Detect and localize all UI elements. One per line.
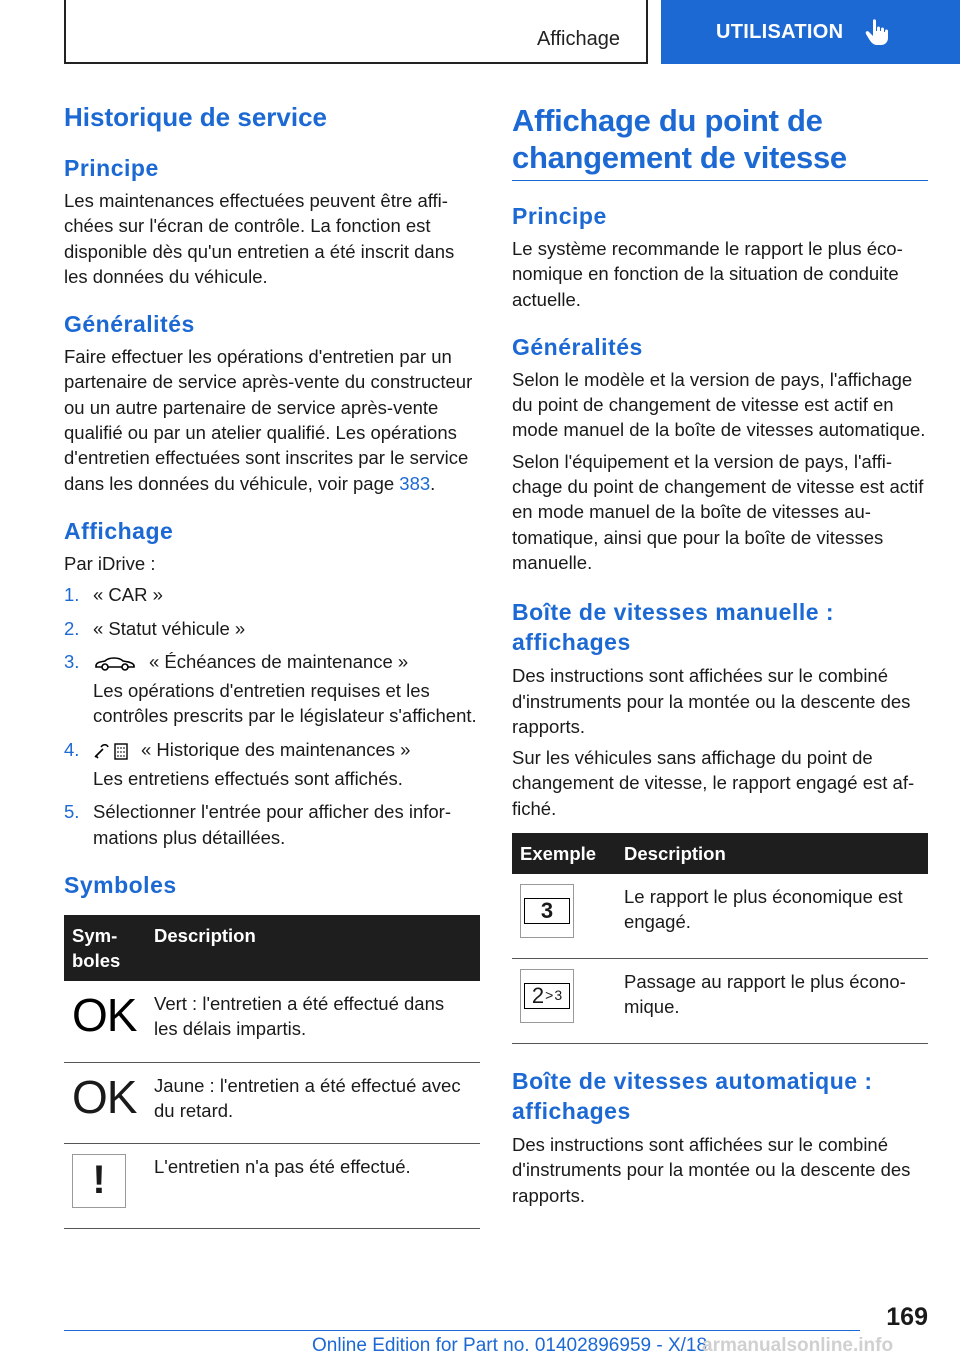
gear-3-icon: 3	[520, 884, 574, 938]
ok-yellow-symbol: OK	[72, 1070, 137, 1123]
right-column	[512, 96, 928, 1214]
subheading-principe: Principe	[64, 155, 159, 181]
car-service-icon	[93, 654, 137, 672]
section-heading-historique: Historique de service	[64, 102, 327, 132]
col-header-description: Description	[146, 915, 480, 981]
col-header-symbols: Symboles	[64, 915, 146, 981]
col-header-exemple: Exemple	[512, 833, 616, 874]
subheading-automatique: Boîte de vitesses automatique : affichages	[512, 1068, 873, 1125]
subheading-generalites: Généralités	[64, 311, 195, 338]
subheading-manuelle: Boîte de vitesses manuelle : affichages	[512, 599, 835, 656]
table-row: OK Jaune : l'entretien a été effectué avec du retard.	[64, 1062, 480, 1144]
table-row: 2 > 3 Passage au rapport le plus économique.	[512, 959, 928, 1044]
left-column	[64, 96, 480, 1229]
section-heading-changement: Affichage du point de changement de vitesse	[512, 102, 928, 181]
paragraph-automatique: Des instructions sont affichées sur le combiné d'instruments pour la montée ou la descente des rapports.	[512, 1134, 911, 1206]
subheading-symboles: Symboles	[64, 871, 177, 898]
list-item: 1. « CAR »	[64, 584, 163, 606]
service-history-icon	[93, 741, 129, 761]
paragraph-principe-r: Le système recommande le rapport le plus économique en fonction de la situation de conduite actuelle.	[512, 238, 903, 310]
page-number: 169	[886, 1303, 928, 1331]
section-title: Affichage	[536, 28, 620, 50]
ok-green-symbol: OK	[72, 988, 137, 1041]
paragraph-manuelle-2: Sur les véhicules sans affichage du point de changement de vitesse, le rapport engagé est affiché.	[512, 747, 915, 819]
subheading-generalites-r: Généralités	[512, 333, 643, 360]
paragraph-generalites-2: Selon l'équipement et la version de pays, l'affichage du point de changement de vitesse est actif en mode manuel de la boîte de vitesses automatique, ainsi que pour la boîte de vitesses manuelle.	[512, 450, 924, 573]
symbols-table	[64, 915, 480, 1229]
paragraph-principe: Les maintenances effectuées peuvent être affichées sur l'écran de contrôle. La fonction est disponible dès qu'un entretien a été inscrit dans les données du véhicule.	[64, 190, 455, 287]
list-item: 3. « Échéances de maintenance » Les opérations d'entretien requises et les contrôles prescrits par le législateur s'affichent.	[64, 650, 477, 727]
table-header-row	[64, 915, 480, 981]
subheading-principe-r: Principe	[512, 203, 607, 229]
gear-shift-up-icon: 2 > 3	[520, 969, 574, 1023]
col-header-description: Description	[616, 833, 928, 874]
exclamation-icon: !	[72, 1154, 126, 1208]
pointing-hand-icon	[865, 18, 891, 46]
table-row: ! L'entretien n'a pas été effectué.	[64, 1144, 480, 1229]
list-item: 5. Sélectionner l'entrée pour afficher des informations plus détaillées.	[64, 801, 451, 848]
watermark: armanualsonline.info	[702, 1335, 894, 1356]
header-section-box	[64, 0, 648, 64]
list-item: 2. « Statut véhicule »	[64, 617, 246, 639]
affichage-intro: Par iDrive :	[64, 552, 156, 574]
gear-table	[512, 833, 928, 1044]
table-header-row	[512, 833, 928, 874]
page-link[interactable]: 383	[399, 472, 431, 494]
subheading-affichage: Affichage	[64, 517, 174, 544]
chapter-tab	[661, 0, 960, 64]
chapter-title: UTILISATION	[716, 20, 844, 43]
table-row: OK Vert : l'entretien a été effectué dans les délais impartis.	[64, 981, 480, 1062]
list-item: 4. « Historique des maintenances » Les entretiens effectués sont affichés.	[64, 738, 411, 790]
paragraph-generalites-1: Selon le modèle et la version de pays, l'affichage du point de changement de vitesse est actif en mode manuel de la boîte de vitesses automatique.	[512, 368, 926, 441]
table-row: 3 Le rapport le plus économique est engagé.	[512, 874, 928, 959]
steps-list	[64, 582, 480, 850]
edition-note: Online Edition for Part no. 01402896959 - X/18	[312, 1335, 708, 1356]
paragraph-manuelle-1: Des instructions sont affichées sur le combiné d'instruments pour la montée ou la descente des rapports.	[512, 665, 911, 737]
paragraph-generalites: Faire effectuer les opérations d'entretien par un partenaire de service après-vente du constructeur ou un autre partenaire de service après-vente qualifié ou par un atelier qualifié. Les opérations d'entretien effectuées sont inscrites par le service dans les données du véhicule, voir page 383.	[64, 346, 473, 494]
footer-divider	[64, 1330, 860, 1331]
